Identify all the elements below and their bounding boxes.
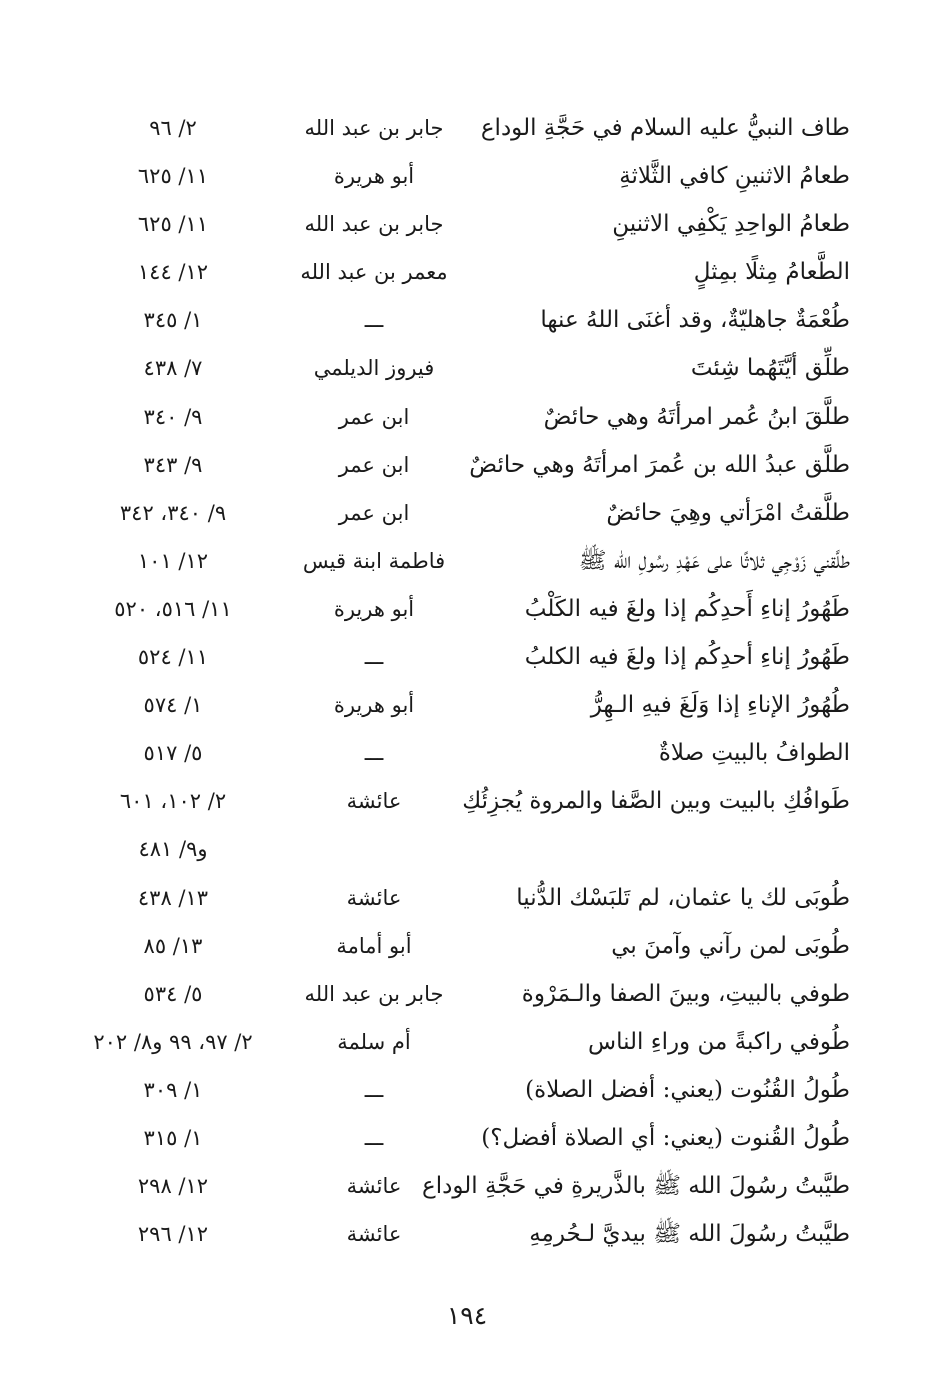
list-item bbox=[70, 970, 850, 1018]
narrator-name: أبو هريرة bbox=[333, 596, 415, 621]
hadith-text: طعامُ الاثنينِ كافي الثَّلاثةِ bbox=[619, 163, 850, 190]
list-item bbox=[70, 681, 850, 729]
hadith-text: طلَّقَ ابنُ عُمر امرأتَهُ وهي حائضٌ bbox=[543, 403, 850, 430]
list-item bbox=[70, 777, 850, 825]
narrator-name: جابر بن عبد الله bbox=[304, 981, 444, 1006]
hadith-text: طُولُ القُنُوت (يعني: أفضل الصلاة) bbox=[525, 1076, 850, 1103]
list-item bbox=[70, 585, 850, 633]
volume-page-ref: ١٢/ ٢٩٨ bbox=[137, 1174, 209, 1199]
list-item bbox=[70, 825, 850, 873]
list-item bbox=[70, 1018, 850, 1066]
hadith-index-list bbox=[70, 104, 850, 1258]
narrator-name: جابر بن عبد الله bbox=[304, 116, 444, 140]
volume-page-ref: ١٢/ ١٤٤ bbox=[137, 260, 209, 285]
narrator-name: جابر بن عبد الله bbox=[304, 212, 444, 237]
list-item bbox=[70, 1114, 850, 1162]
page-number: ١٩٤ bbox=[446, 1301, 488, 1330]
hadith-text: طَهُورُ إناءِ أَحدِكُم إذا ولغَ فيه الكَلْبُ bbox=[524, 595, 850, 622]
volume-page-ref: ٧/ ٤٣٨ bbox=[143, 356, 203, 381]
narrator-name: عائشة bbox=[346, 1222, 402, 1247]
narrator-name: أبو هريرة bbox=[333, 164, 415, 189]
hadith-text: طيَّبتُ رسُولَ الله ﷺ بالذَّريرةِ في حَجَّةِ الوداع bbox=[422, 1173, 850, 1200]
volume-page-ref: ١١/ ٦٢٥ bbox=[137, 212, 209, 237]
list-item bbox=[70, 152, 850, 200]
narrator-name: ـــ bbox=[364, 1125, 384, 1150]
volume-page-ref: ١٢/ ٢٩٦ bbox=[137, 1222, 209, 1247]
list-item bbox=[70, 296, 850, 344]
narrator-name: ابن عمر bbox=[338, 500, 410, 525]
list-item bbox=[70, 248, 850, 296]
volume-page-ref: ١/ ٥٧٤ bbox=[143, 693, 203, 718]
narrator-name: عائشة bbox=[346, 1174, 402, 1199]
list-item bbox=[70, 729, 850, 777]
hadith-text: طَهُورُ إناءِ أحدِكُم إذا ولغَ فيه الكلبُ bbox=[524, 644, 850, 671]
volume-page-ref: ١٣/ ٤٣٨ bbox=[137, 885, 209, 910]
list-item bbox=[70, 200, 850, 248]
narrator-name: ـــ bbox=[364, 308, 384, 333]
volume-page-ref: ١١/ ٦٢٥ bbox=[137, 164, 209, 189]
narrator-name: فاطمة ابنة قيس bbox=[302, 548, 446, 573]
list-item bbox=[70, 1162, 850, 1210]
narrator-name: أبو هريرة bbox=[333, 693, 415, 718]
narrator-name: ابن عمر bbox=[338, 452, 410, 477]
hadith-text: طلَّقني زَوْجِي ثلاثًا على عَهْدِ رسُولِ الله ﷺ bbox=[578, 547, 850, 574]
hadith-text: طيَّبتُ رسُولَ الله ﷺ بيديَّ لـحُرمِهِ bbox=[529, 1221, 850, 1248]
narrator-name: ـــ bbox=[364, 645, 384, 670]
volume-page-ref: ١/ ٣١٥ bbox=[143, 1125, 203, 1150]
volume-page-ref: ٥/ ٥١٧ bbox=[143, 741, 203, 766]
hadith-text: الطوافُ بالبيتِ صلاةٌ bbox=[658, 740, 850, 767]
list-item bbox=[70, 344, 850, 392]
narrator-name: ابن عمر bbox=[338, 404, 410, 429]
volume-page-ref: ٢/ ١٠٢، ٦٠١ bbox=[119, 789, 227, 814]
narrator-name: عائشة bbox=[346, 885, 402, 910]
volume-page-ref: ٢/ ٩٦ bbox=[149, 116, 197, 140]
hadith-text: طعامُ الواحِدِ يَكْفِي الاثنينِ bbox=[612, 211, 850, 238]
list-item bbox=[70, 1210, 850, 1258]
narrator-name: ـــ bbox=[364, 741, 384, 766]
narrator-name: عائشة bbox=[346, 789, 402, 814]
hadith-text: طُولُ القُنوت (يعني: أي الصلاة أفضل؟) bbox=[481, 1124, 850, 1151]
narrator-name: أم سلمة bbox=[337, 1029, 411, 1054]
volume-page-ref: و٩/ ٤٨١ bbox=[138, 837, 208, 862]
hadith-text: طُوبَى لمن رآني وآمنَ بي bbox=[611, 932, 850, 959]
list-item bbox=[70, 393, 850, 441]
volume-page-ref: ١٢/ ١٠١ bbox=[137, 548, 209, 573]
hadith-text: طوفي بالبيتِ، وبينَ الصفا والـمَرْوة bbox=[521, 980, 850, 1007]
hadith-text: طلِّق أيَّتَهُما شِئتَ bbox=[690, 355, 850, 382]
list-item bbox=[70, 537, 850, 585]
volume-page-ref: ١١/ ٥١٦، ٥٢٠ bbox=[114, 596, 232, 621]
volume-page-ref: ٩/ ٣٤٣ bbox=[143, 452, 203, 477]
hadith-text: الطَّعامُ مِثلًا بمِثلٍ bbox=[693, 259, 850, 286]
narrator-name: ـــ bbox=[364, 1077, 384, 1102]
list-item bbox=[70, 441, 850, 489]
hadith-text: طلَّق عبدُ الله بن عُمرَ امرأتَهُ وهي حائضٌ bbox=[469, 451, 850, 478]
volume-page-ref: ٩/ ٣٤٠ bbox=[143, 404, 203, 429]
list-item bbox=[70, 1066, 850, 1114]
hadith-text: طَوافُكِ بالبيت وبين الصَّفا والمروة يُجزِئُكِ bbox=[462, 788, 850, 815]
volume-page-ref: ٩/ ٣٤٠، ٣٤٢ bbox=[119, 500, 227, 525]
narrator-name: فيروز الديلمي bbox=[313, 356, 435, 381]
volume-page-ref: ١١/ ٥٢٤ bbox=[137, 645, 209, 670]
volume-page-ref: ١/ ٣٠٩ bbox=[143, 1077, 203, 1102]
hadith-text: طُهُورُ الإناءِ إذا وَلَغَ فيهِ الـهِرُّ bbox=[590, 692, 850, 719]
hadith-text: طُوبَى لك يا عثمان، لم تَلبَسْك الدُّنيا bbox=[516, 884, 850, 911]
hadith-text: طُعْمَةٌ جاهليّةٌ، وقد أغنَى اللهُ عنها bbox=[540, 307, 850, 334]
hadith-text: طلَّقتُ امْرَأتي وهِيَ حائضٌ bbox=[606, 499, 850, 526]
list-item bbox=[70, 104, 850, 152]
hadith-text: طاف النبيُّ عليه السلام في حَجَّةِ الوداع bbox=[480, 115, 850, 141]
volume-page-ref: ٢/ ٩٧، ٩٩ و٨/ ٢٠٢ bbox=[93, 1029, 253, 1054]
list-item bbox=[70, 489, 850, 537]
volume-page-ref: ١٣/ ٨٥ bbox=[143, 933, 203, 958]
volume-page-ref: ٥/ ٥٣٤ bbox=[143, 981, 203, 1006]
narrator-name: أبو أمامة bbox=[336, 933, 412, 958]
list-item bbox=[70, 874, 850, 922]
narrator-name: معمر بن عبد الله bbox=[300, 260, 448, 285]
list-item bbox=[70, 922, 850, 970]
list-item bbox=[70, 633, 850, 681]
volume-page-ref: ١/ ٣٤٥ bbox=[143, 308, 203, 333]
hadith-text: طُوفي راكبةً من وراءِ الناس bbox=[588, 1028, 850, 1055]
